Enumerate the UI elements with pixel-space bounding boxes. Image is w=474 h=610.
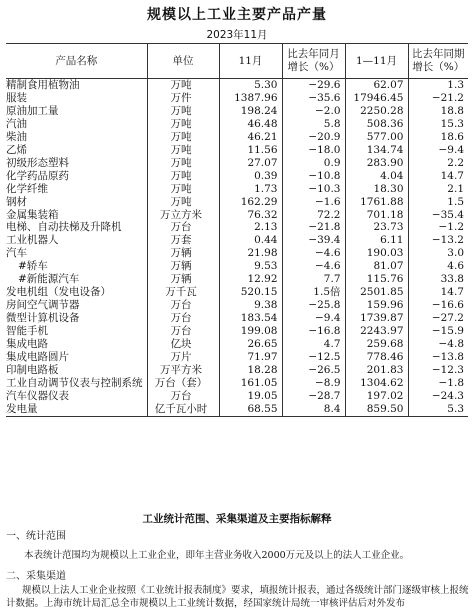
row-ytd-growth: 1.5 bbox=[408, 196, 468, 209]
row-month-growth: 5.8 bbox=[282, 118, 345, 131]
row-ytd-value: 115.76 bbox=[345, 273, 408, 286]
row-ytd-growth: −13.2 bbox=[408, 234, 468, 247]
row-ytd-value: 159.96 bbox=[345, 299, 408, 312]
row-month-value: 9.38 bbox=[219, 299, 282, 312]
notes-paragraph-scope: 本表统计范围均为规模以上工业企业，即年主营业务收入2000万元及以上的法人工业企业。 bbox=[24, 550, 410, 561]
row-ytd-value: 201.83 bbox=[345, 364, 408, 377]
row-unit: 万吨 bbox=[147, 118, 219, 131]
table-row bbox=[6, 209, 468, 222]
row-unit: 万台 bbox=[147, 299, 219, 312]
row-unit: 万台 bbox=[147, 325, 219, 338]
row-name: 集成电路 bbox=[6, 338, 48, 351]
row-month-value: 12.92 bbox=[219, 273, 282, 286]
row-month-growth: 72.2 bbox=[282, 209, 345, 222]
row-unit: 万台 bbox=[147, 221, 219, 234]
row-ytd-growth: −4.8 bbox=[408, 338, 468, 351]
row-ytd-growth: 15.3 bbox=[408, 118, 468, 131]
row-name: 精制食用植物油 bbox=[6, 79, 80, 91]
row-month-growth: −2.0 bbox=[282, 105, 345, 118]
row-ytd-growth: −27.2 bbox=[408, 312, 468, 325]
row-unit: 万吨 bbox=[147, 144, 219, 157]
row-ytd-value: 190.03 bbox=[345, 247, 408, 260]
row-month-growth: 1.5倍 bbox=[282, 286, 345, 299]
row-month-value: 1.73 bbox=[219, 183, 282, 196]
table-row bbox=[6, 79, 468, 92]
row-name: 发电机组（发电设备） bbox=[6, 286, 111, 299]
row-ytd-value: 577.00 bbox=[345, 131, 408, 144]
row-month-growth: 8.4 bbox=[282, 403, 345, 416]
row-month-value: 198.24 bbox=[219, 105, 282, 118]
row-ytd-growth: 2.1 bbox=[408, 183, 468, 196]
row-ytd-growth: 18.6 bbox=[408, 131, 468, 144]
row-name: 电梯、自动扶梯及升降机 bbox=[6, 221, 122, 234]
table-row bbox=[6, 92, 468, 105]
row-name: 乙烯 bbox=[6, 143, 27, 156]
row-month-growth: −10.3 bbox=[282, 183, 345, 196]
row-month-value: 46.48 bbox=[219, 118, 282, 131]
row-ytd-growth: 5.3 bbox=[408, 403, 468, 416]
page-subtitle: 2023年11月 bbox=[206, 29, 268, 41]
row-month-growth: 4.7 bbox=[282, 338, 345, 351]
row-ytd-growth: −21.2 bbox=[408, 92, 468, 105]
row-unit: 万吨 bbox=[147, 157, 219, 170]
row-unit: 亿块 bbox=[147, 338, 219, 351]
table-row bbox=[6, 312, 468, 325]
row-ytd-value: 508.36 bbox=[345, 118, 408, 131]
row-month-growth: −8.9 bbox=[282, 377, 345, 390]
row-month-growth: −21.8 bbox=[282, 221, 345, 234]
table-row bbox=[6, 390, 468, 403]
table-row bbox=[6, 144, 468, 157]
row-unit: 万台 bbox=[147, 312, 219, 325]
row-month-growth: −12.5 bbox=[282, 351, 345, 364]
row-ytd-value: 259.68 bbox=[345, 338, 408, 351]
row-unit: 万立方米 bbox=[147, 209, 219, 222]
row-month-value: 76.32 bbox=[219, 209, 282, 222]
row-ytd-growth: 14.7 bbox=[408, 170, 468, 183]
row-month-growth: −18.0 bbox=[282, 144, 345, 157]
table-row bbox=[6, 377, 468, 390]
row-ytd-value: 2243.97 bbox=[345, 325, 408, 338]
row-ytd-value: 81.07 bbox=[345, 260, 408, 273]
notes-heading-channel: 二、采集渠道 bbox=[6, 571, 66, 582]
row-ytd-value: 134.74 bbox=[345, 144, 408, 157]
table-row bbox=[6, 131, 468, 144]
row-month-value: 161.05 bbox=[219, 377, 282, 390]
row-unit: 万辆 bbox=[147, 260, 219, 273]
row-ytd-value: 17946.45 bbox=[345, 92, 408, 105]
row-month-growth: −20.9 bbox=[282, 131, 345, 144]
row-month-value: 183.54 bbox=[219, 312, 282, 325]
row-month-value: 5.30 bbox=[219, 79, 282, 92]
col-header-month-growth: 比去年同月增长（%） bbox=[282, 44, 345, 79]
notes-heading-scope: 一、统计范围 bbox=[6, 531, 66, 542]
row-unit: 万吨 bbox=[147, 105, 219, 118]
row-month-value: 68.55 bbox=[219, 403, 282, 416]
row-unit: 万千瓦 bbox=[147, 286, 219, 299]
page-title: 规模以上工业主要产品产量 bbox=[147, 7, 327, 23]
row-month-value: 0.39 bbox=[219, 170, 282, 183]
col-header-name: 产品名称 bbox=[6, 44, 147, 79]
row-name: 汽车仪器仪表 bbox=[6, 389, 69, 402]
table-row bbox=[6, 170, 468, 183]
row-ytd-growth: −9.4 bbox=[408, 144, 468, 157]
table-row bbox=[6, 286, 468, 299]
row-ytd-growth: −1.2 bbox=[408, 221, 468, 234]
row-name: 服装 bbox=[6, 91, 27, 104]
row-month-value: 11.56 bbox=[219, 144, 282, 157]
row-month-growth: −9.4 bbox=[282, 312, 345, 325]
row-ytd-growth: −12.3 bbox=[408, 364, 468, 377]
table-row bbox=[6, 403, 468, 416]
table-row bbox=[6, 364, 468, 377]
row-ytd-growth: 2.2 bbox=[408, 157, 468, 170]
row-ytd-value: 1304.62 bbox=[345, 377, 408, 390]
row-unit: 亿千瓦小时 bbox=[147, 403, 219, 416]
row-unit: 万吨 bbox=[147, 79, 219, 92]
row-name: 初级形态塑料 bbox=[6, 156, 69, 169]
row-month-growth: −28.7 bbox=[282, 390, 345, 403]
row-month-growth: −4.6 bbox=[282, 260, 345, 273]
row-unit: 万辆 bbox=[147, 273, 219, 286]
row-ytd-growth: 18.8 bbox=[408, 105, 468, 118]
row-name: 化学药品原药 bbox=[6, 169, 69, 182]
row-unit: 万套 bbox=[147, 234, 219, 247]
row-ytd-value: 23.73 bbox=[345, 221, 408, 234]
table-row bbox=[6, 260, 468, 273]
table-row bbox=[6, 299, 468, 312]
row-ytd-value: 1761.88 bbox=[345, 196, 408, 209]
col-header-ytd-growth: 比去年同期增长（%） bbox=[408, 44, 468, 79]
row-ytd-growth: 4.6 bbox=[408, 260, 468, 273]
row-month-value: 71.97 bbox=[219, 351, 282, 364]
row-month-growth: −26.5 bbox=[282, 364, 345, 377]
row-month-growth: −39.4 bbox=[282, 234, 345, 247]
col-header-month: 11月 bbox=[219, 44, 282, 79]
row-month-value: 21.98 bbox=[219, 247, 282, 260]
row-name: #轿车 bbox=[18, 260, 48, 273]
row-month-value: 46.21 bbox=[219, 131, 282, 144]
row-name: 钢材 bbox=[6, 195, 27, 208]
row-name: 印制电路板 bbox=[6, 363, 59, 376]
table-row bbox=[6, 234, 468, 247]
row-unit: 万吨 bbox=[147, 196, 219, 209]
row-name: 柴油 bbox=[6, 130, 27, 143]
table-row bbox=[6, 273, 468, 286]
table-row bbox=[6, 157, 468, 170]
row-month-value: 9.53 bbox=[219, 260, 282, 273]
row-month-value: 0.44 bbox=[219, 234, 282, 247]
row-month-growth: −16.8 bbox=[282, 325, 345, 338]
table-row bbox=[6, 247, 468, 260]
row-ytd-growth: −35.4 bbox=[408, 209, 468, 222]
row-unit: 万台（套） bbox=[147, 377, 219, 390]
row-unit: 万辆 bbox=[147, 247, 219, 260]
row-unit: 万吨 bbox=[147, 170, 219, 183]
row-unit: 万台 bbox=[147, 390, 219, 403]
row-ytd-value: 778.46 bbox=[345, 351, 408, 364]
row-month-growth: −29.6 bbox=[282, 79, 345, 92]
table-row bbox=[6, 351, 468, 364]
row-month-growth: −10.8 bbox=[282, 170, 345, 183]
col-header-unit: 单位 bbox=[147, 44, 219, 79]
row-name: 智能手机 bbox=[6, 325, 48, 338]
row-ytd-growth: −16.6 bbox=[408, 299, 468, 312]
row-ytd-growth: −15.9 bbox=[408, 325, 468, 338]
table-row bbox=[6, 196, 468, 209]
row-name: 房间空气调节器 bbox=[6, 299, 80, 312]
table-row bbox=[6, 105, 468, 118]
row-ytd-value: 2250.28 bbox=[345, 105, 408, 118]
row-ytd-value: 6.11 bbox=[345, 234, 408, 247]
table-row bbox=[6, 338, 468, 351]
row-month-growth: 0.9 bbox=[282, 157, 345, 170]
row-month-value: 162.29 bbox=[219, 196, 282, 209]
row-ytd-value: 283.90 bbox=[345, 157, 408, 170]
notes-section-title: 工业统计范围、采集渠道及主要指标解释 bbox=[142, 513, 332, 525]
row-ytd-value: 2501.85 bbox=[345, 286, 408, 299]
table-row bbox=[6, 183, 468, 196]
row-month-value: 19.05 bbox=[219, 390, 282, 403]
table-row bbox=[6, 118, 468, 131]
row-name: 汽油 bbox=[6, 117, 27, 130]
row-ytd-value: 4.04 bbox=[345, 170, 408, 183]
row-month-value: 199.08 bbox=[219, 325, 282, 338]
row-unit: 万平方米 bbox=[147, 364, 219, 377]
row-ytd-growth: 14.7 bbox=[408, 286, 468, 299]
row-name: 发电量 bbox=[6, 403, 147, 416]
row-name: 金属集装箱 bbox=[6, 208, 59, 221]
row-name: 原油加工量 bbox=[6, 104, 59, 117]
row-ytd-value: 62.07 bbox=[345, 79, 408, 92]
row-name: 工业机器人 bbox=[6, 234, 59, 247]
row-ytd-growth: 3.0 bbox=[408, 247, 468, 260]
row-month-value: 2.13 bbox=[219, 221, 282, 234]
row-month-value: 1387.96 bbox=[219, 92, 282, 105]
row-ytd-value: 1739.87 bbox=[345, 312, 408, 325]
row-unit: 万吨 bbox=[147, 131, 219, 144]
table-row bbox=[6, 221, 468, 234]
row-ytd-growth: −24.3 bbox=[408, 390, 468, 403]
row-unit: 万件 bbox=[147, 92, 219, 105]
row-month-growth: −25.8 bbox=[282, 299, 345, 312]
row-name: 集成电路圆片 bbox=[6, 351, 69, 364]
row-ytd-value: 701.18 bbox=[345, 209, 408, 222]
row-name: 工业自动调节仪表与控制系统 bbox=[6, 376, 143, 389]
notes-paragraph-channel: 规模以上法人工业企业按照《工业统计报表制度》要求，填报统计报表，通过各级统计部门逐级审核上报统计数据。上海市统计局汇总全市规模以上工业统计数据，经国家统计局统一审核评估后对外发布 bbox=[6, 585, 469, 609]
table-header-row bbox=[6, 44, 468, 79]
row-unit: 万吨 bbox=[147, 183, 219, 196]
row-month-growth: −4.6 bbox=[282, 247, 345, 260]
table-row bbox=[6, 325, 468, 338]
col-header-ytd: 1—11月 bbox=[345, 44, 408, 79]
row-ytd-growth: 33.8 bbox=[408, 273, 468, 286]
row-ytd-growth: 1.3 bbox=[408, 79, 468, 92]
production-table bbox=[6, 43, 468, 417]
row-month-value: 26.65 bbox=[219, 338, 282, 351]
row-month-value: 520.15 bbox=[219, 286, 282, 299]
row-ytd-growth: −13.8 bbox=[408, 351, 468, 364]
row-ytd-growth: −1.8 bbox=[408, 377, 468, 390]
row-unit: 万片 bbox=[147, 351, 219, 364]
row-month-growth: 7.7 bbox=[282, 273, 345, 286]
row-month-value: 27.07 bbox=[219, 157, 282, 170]
row-ytd-value: 859.50 bbox=[345, 403, 408, 416]
row-month-growth: −1.6 bbox=[282, 196, 345, 209]
row-name: 化学纤维 bbox=[6, 182, 48, 195]
row-name: 微型计算机设备 bbox=[6, 312, 80, 325]
row-name: #新能源汽车 bbox=[18, 273, 80, 286]
row-month-growth: −35.6 bbox=[282, 92, 345, 105]
row-ytd-value: 18.30 bbox=[345, 183, 408, 196]
row-name: 汽车 bbox=[6, 247, 27, 260]
row-ytd-value: 197.02 bbox=[345, 390, 408, 403]
row-month-value: 18.28 bbox=[219, 364, 282, 377]
